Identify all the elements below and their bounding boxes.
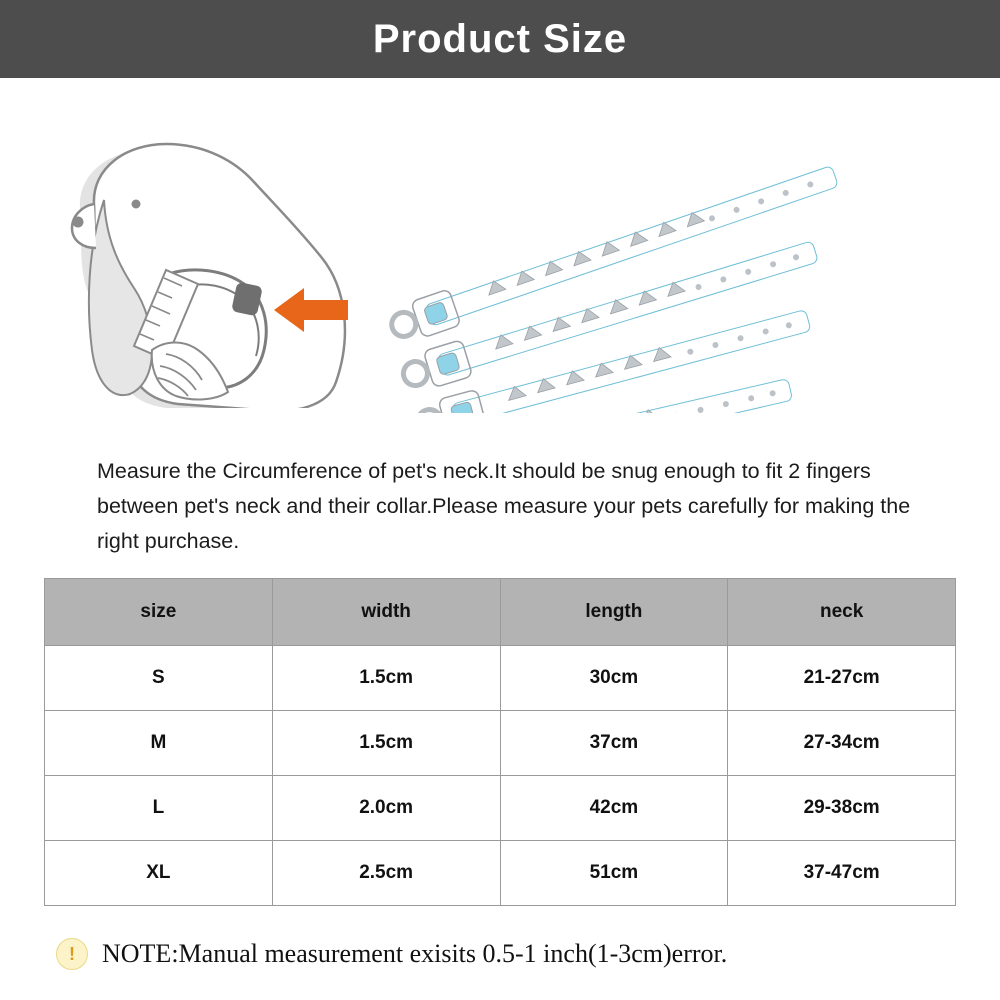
cell-width: 2.0cm: [272, 776, 500, 841]
note-text: NOTE:Manual measurement exisits 0.5-1 inch(1-3cm)error.: [102, 939, 728, 968]
note-row: [56, 938, 727, 970]
cell-length: 51cm: [500, 841, 728, 906]
measurement-instructions: Measure the Circumference of pet's neck.It should be snug enough to fit 2 fingers between pet's neck and their collar.Please measure your pets carefully for making the right purchase.: [97, 458, 911, 553]
column-header-size: size: [45, 579, 273, 646]
cell-neck: 29-38cm: [728, 776, 956, 841]
table-row: [45, 646, 956, 711]
cell-neck: 21-27cm: [728, 646, 956, 711]
cell-size: XL: [45, 841, 273, 906]
dog-measuring-diagram: [48, 88, 378, 408]
cell-neck: 27-34cm: [728, 711, 956, 776]
warning-icon: !: [56, 938, 88, 970]
cell-width: 1.5cm: [272, 646, 500, 711]
spiked-collars-illustration: [380, 83, 900, 413]
column-header-width: width: [272, 579, 500, 646]
cell-length: 37cm: [500, 711, 728, 776]
size-chart-table: [44, 578, 956, 906]
page-header: [0, 0, 1000, 78]
page-title: Product Size: [372, 16, 628, 61]
cell-width: 1.5cm: [272, 711, 500, 776]
table-row: [45, 776, 956, 841]
cell-size: S: [45, 646, 273, 711]
cell-width: 2.5cm: [272, 841, 500, 906]
illustration-area: [0, 78, 1000, 423]
cell-length: 42cm: [500, 776, 728, 841]
cell-size: L: [45, 776, 273, 841]
table-row: [45, 711, 956, 776]
cell-size: M: [45, 711, 273, 776]
cell-length: 30cm: [500, 646, 728, 711]
column-header-length: length: [500, 579, 728, 646]
table-header-row: [45, 579, 956, 646]
column-header-neck: neck: [728, 579, 956, 646]
cell-neck: 37-47cm: [728, 841, 956, 906]
table-row: [45, 841, 956, 906]
